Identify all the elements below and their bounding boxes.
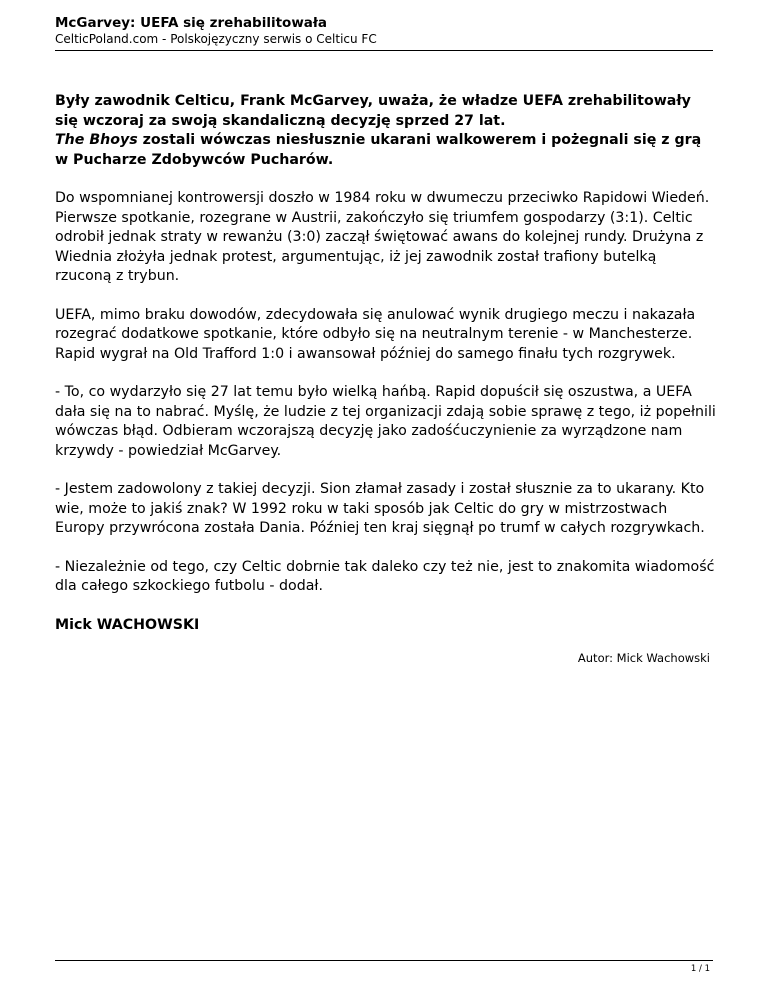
author-line: Autor: Mick Wachowski [577,651,710,665]
document-header [55,14,713,51]
article-paragraph: - To, co wydarzyło się 27 lat temu było wielką hańbą. Rapid dopuścił się oszustwa, a UEFA dała się na to nabrać. Myślę, że ludzie z tej organizacji zdają sobie sprawę z tego, iż popełnili wówczas błąd. Odbieram wczorajszą decyzję jako zadośćuczynienie za wyrządzone nam krzywdy - powiedział McGarvey. [55,384,716,459]
article-paragraph: - Jestem zadowolony z takiej decyzji. Sion złamał zasady i został słusznie za to ukarany. Kto wie, może to jakiś znak? W 1992 roku w taki sposób jak Celtic do gry w mistrzostwach Europy przywrócona została Dania. Później ten kraj sięgnął po trumf w całych rozgrywkach. [55,481,705,536]
article-signature: Mick WACHOWSKI [55,616,200,633]
footer-divider [55,960,713,961]
article-paragraph: UEFA, mimo braku dowodów, zdecydowała się anulować wynik drugiego meczu i nakazała rozegrać dodatkowe spotkanie, które odbyło się na neutralnym terenie - w Manchesterze. Rapid wygrał na Old Trafford 1:0 i awansował później do samego finału tych rozgrywek. [55,306,696,362]
article-lead-emphasis: The Bhoys [55,132,138,148]
article-lead-part1: Były zawodnik Celticu, Frank McGarvey, uważa, że władze UEFA zrehabilitowały się wczoraj za swoją skandaliczną decyzję sprzed 27 lat. [55,93,691,129]
article-paragraph: - Niezależnie od tego, czy Celtic dobrnie tak daleko czy też nie, jest to znakomita wiadomość dla całego szkockiego futbolu - dodał. [55,558,715,594]
page-number: 1 / 1 [690,964,710,974]
article-paragraph: Do wspomnianej kontrowersji doszło w 1984 roku w dwumeczu przeciwko Rapidowi Wiedeń. Pierwsze spotkanie, rozegrane w Austrii, zakończyło się triumfem gospodarzy (3:1). Celtic odrobił jednak straty w rewanżu (3:0) zaczął świętować awans do kolejnej rundy. Drużyna z Wiednia złożyła jednak protest, argumentując, iż jej zawodnik został trafiony butelką rzuconą z trybun. [55,190,710,284]
site-subtitle: CelticPoland.com - Polskojęzyczny serwis o Celticu FC [55,32,377,46]
article-lead-part2: zostali wówczas niesłusznie ukarani walkowerem i pożegnali się z grą w Pucharze Zdobywców Pucharów. [55,132,702,168]
article-lead [55,92,717,170]
article-body [55,92,717,635]
document-title: McGarvey: UEFA się zrehabilitowała [55,15,328,31]
